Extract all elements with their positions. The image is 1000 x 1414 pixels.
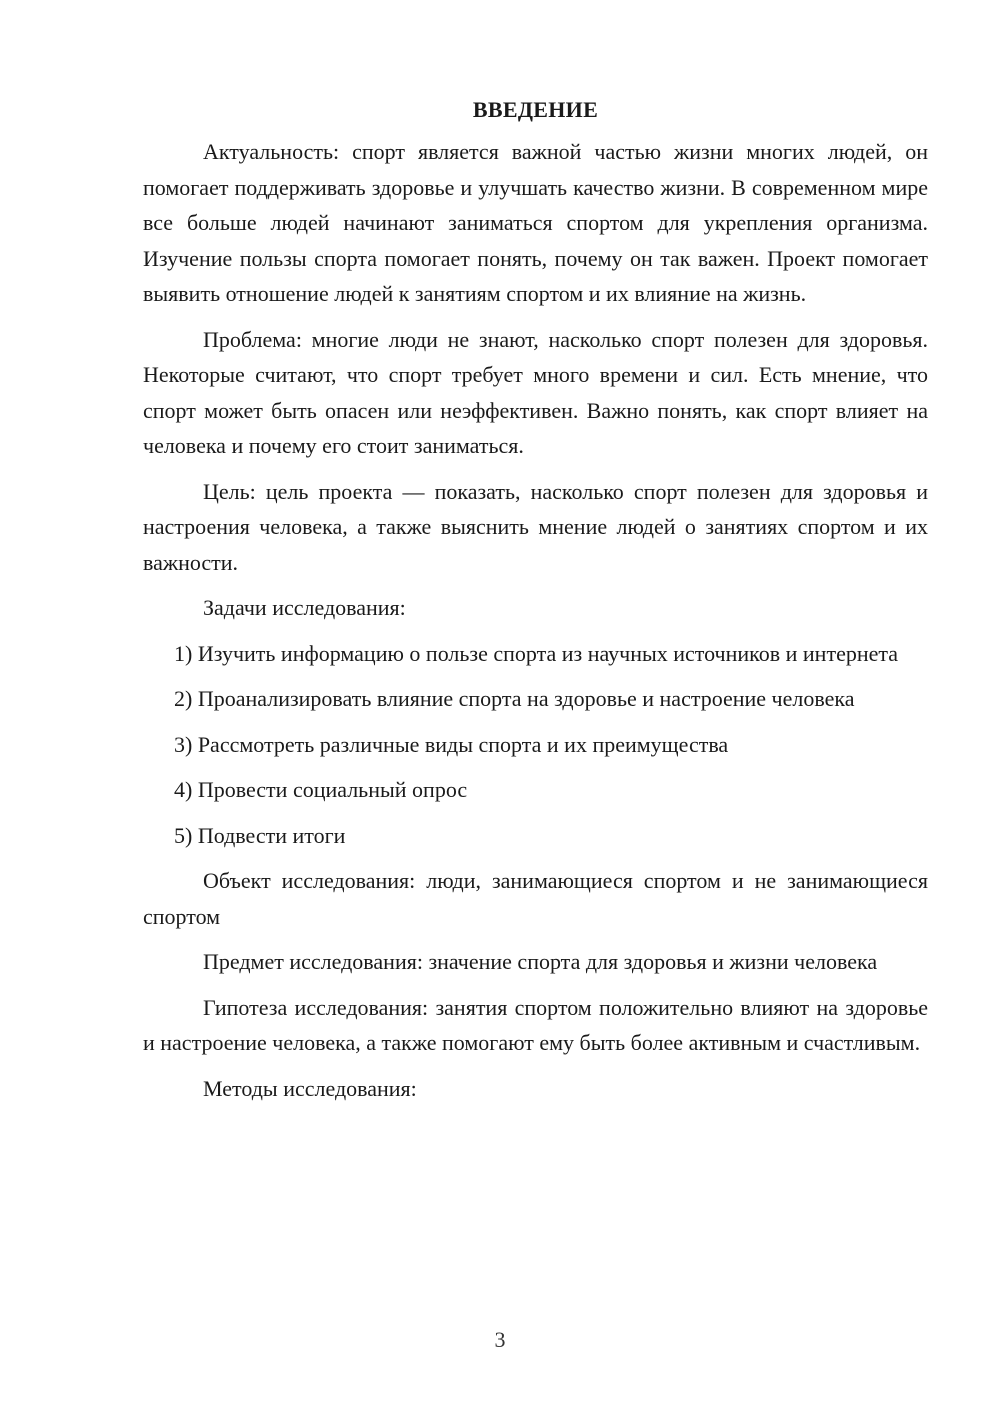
task-item: 1) Изучить информацию о пользе спорта из научных источников и интернета [174,640,899,666]
task-item: 4) Провести социальный опрос [174,777,468,802]
tasks-heading: Задачи исследования: [203,595,406,620]
methods-heading: Методы исследования: [203,1075,417,1101]
paragraph-goal: Цель: цель проекта — показать, насколько спорт полезен для здоровья и настроения человека, а также выяснить мнение людей о занятиях спортом и их важности. [143,478,928,575]
paragraph-subject: Предмет исследования: значение спорта для здоровья и жизни человека [203,949,878,974]
task-item: 5) Подвести итоги [174,822,346,848]
paragraph-object: Объект исследования: люди, занимающиеся спортом и не занимающиеся спортом [143,868,928,929]
task-item: 3) Рассмотреть различные виды спорта и их преимущества [174,731,729,757]
task-item: 2) Проанализировать влияние спорта на здоровье и настроение человека [174,686,855,711]
page-title: ВВЕДЕНИЕ [472,97,599,122]
paragraph-hypothesis: Гипотеза исследования: занятия спортом положительно влияют на здоровье и настроение человека, а также помогают ему быть более активным и счастливым. [143,994,928,1055]
page-number: 3 [494,1327,506,1352]
document-page [143,92,928,1116]
paragraph-relevance: Актуальность: спорт является важной частью жизни многих людей, он помогает поддерживать здоровье и улучшать качество жизни. В современном мире все больше людей начинают заниматься спортом для укрепления организма. Изучение пользы спорта помогает понять, почему он так важен. Проект помогает выявить отношение людей к занятиям спортом и их влияние на жизнь. [143,139,928,306]
paragraph-problem: Проблема: многие люди не знают, насколько спорт полезен для здоровья. Некоторые считают, что спорт требует много времени и сил. Есть мнение, что спорт может быть опасен или неэффективен. Важно понять, как спорт влияет на человека и почему его стоит заниматься. [143,326,928,458]
